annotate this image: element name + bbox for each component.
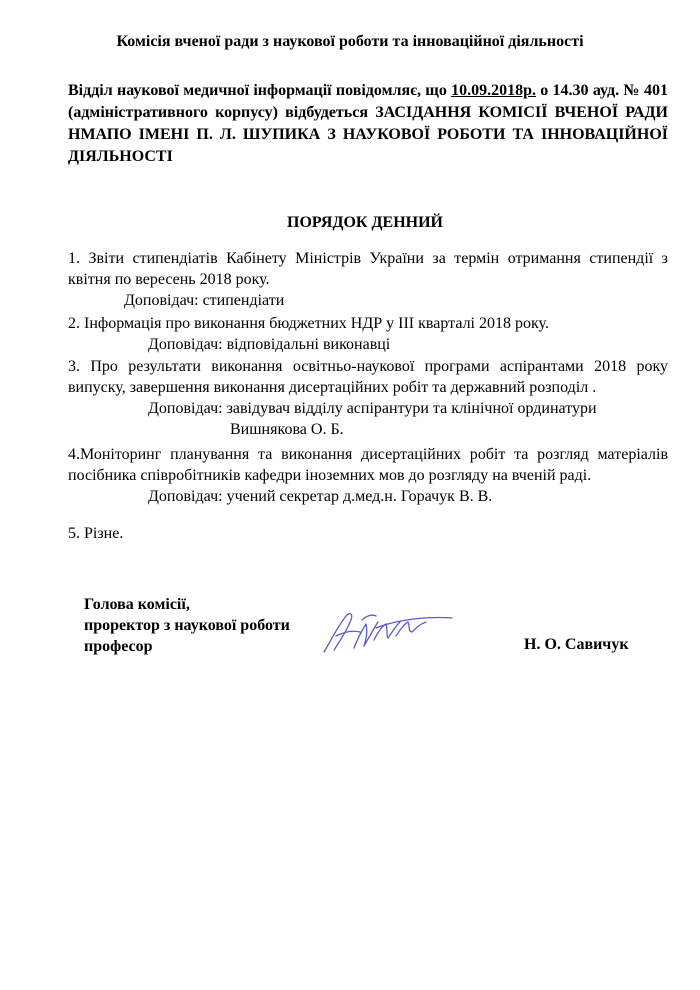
agenda-item-text: 5. Різне. xyxy=(68,525,124,542)
announcement-paragraph xyxy=(68,80,668,168)
agenda-item-2 xyxy=(68,313,668,355)
agenda-item-text: 1. Звіти стипендіатів Кабінету Міністрів України за термін отримання стипендії з квітня по вересень 2018 року. xyxy=(68,250,668,288)
agenda-item-speaker-name: Вишнякова О. Б. xyxy=(230,421,344,438)
signatory-role-line-3: професор xyxy=(84,638,153,655)
handwritten-signature xyxy=(316,602,456,660)
agenda-heading: ПОРЯДОК ДЕННИЙ xyxy=(287,214,443,231)
agenda-item-3 xyxy=(68,356,668,440)
signatory-role-line-1: Голова комісії, xyxy=(84,596,190,613)
agenda-item-text: 4.Моніторинг планування та виконання дисертаційних робіт та розгляд матеріалів посібника співробітників кафедри іноземних мов до розгляду на вченій раді. xyxy=(68,446,668,484)
agenda-item-1 xyxy=(68,248,668,311)
document-title: Комісія вченої ради з наукової роботи та інноваційної діяльності xyxy=(116,33,584,50)
signatory-role-line-2: проректор з наукової роботи xyxy=(84,617,290,634)
agenda-item-speaker: Доповідач: стипендіати xyxy=(124,292,285,309)
agenda-item-speaker: Доповідач: завідувач відділу аспірантури та клінічної ординатури xyxy=(148,400,597,417)
announcement-text-start: Відділ наукової медичної інформації повідомляє, що xyxy=(68,82,447,99)
agenda-item-4 xyxy=(68,444,668,507)
signatory-title-block xyxy=(84,594,290,657)
signatory-name: Н. О. Савичук xyxy=(524,636,629,653)
announcement-text-end: о 14.30 ауд. № 401 (адміністративного корпусу) відбудеться ЗАСІДАННЯ КОМІСІЇ ВЧЕНОЇ РАДИ НМАПО ІМЕНІ П. Л. ШУПИКА З НАУКОВОЇ РОБОТИ ТА ІННОВАЦІЙНОЇ ДІЯЛЬНОСТІ xyxy=(68,82,668,165)
meeting-date: 10.09.2018р. xyxy=(451,82,536,99)
agenda-item-speaker: Доповідач: відповідальні виконавці xyxy=(148,336,391,353)
agenda-item-speaker: Доповідач: учений секретар д.мед.н. Горачук В. В. xyxy=(148,488,493,505)
agenda-item-5 xyxy=(68,523,668,544)
agenda-item-text: 2. Інформація про виконання бюджетних НДР у ІІІ кварталі 2018 року. xyxy=(68,315,549,332)
agenda-item-text: 3. Про результати виконання освітньо-наукової програми аспірантами 2018 року випуску, завершення виконання дисертаційних робіт та державний розподіл . xyxy=(68,358,668,396)
